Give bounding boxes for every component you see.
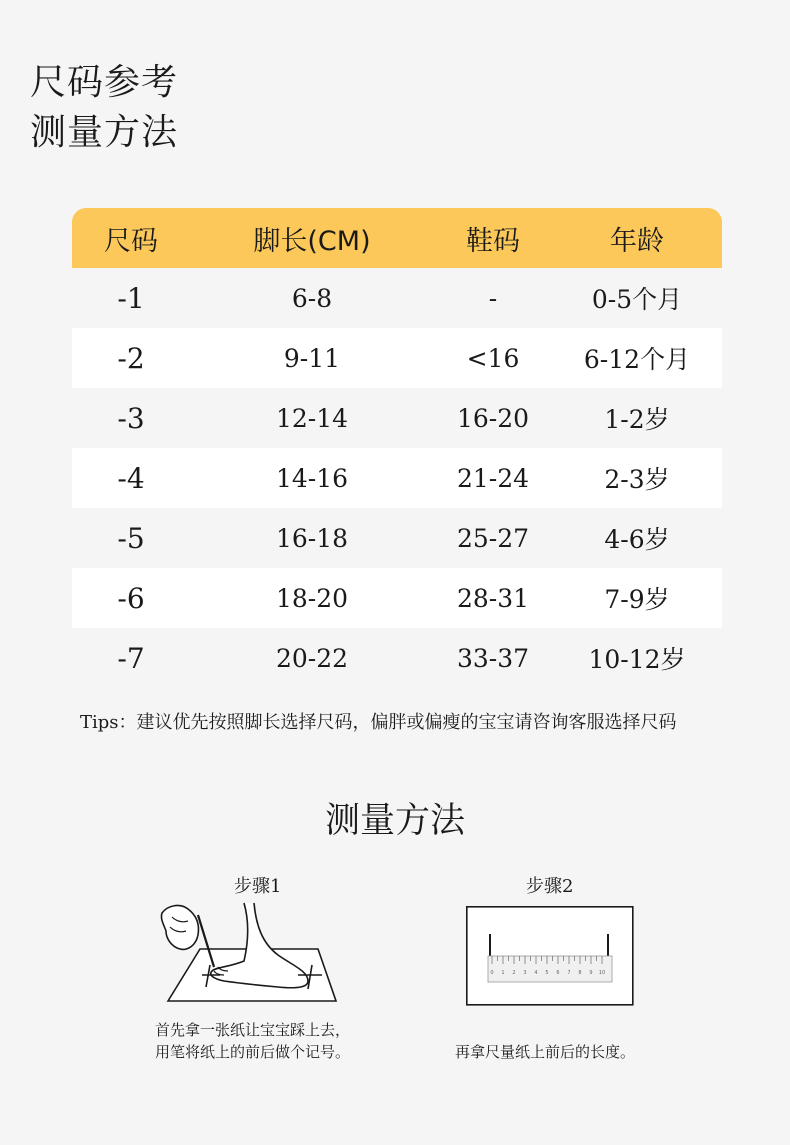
header-foot-length: 脚长(CM): [253, 225, 371, 257]
cell-size: -5: [117, 521, 145, 555]
table-row: [72, 268, 722, 328]
ruler-illustration-icon: [466, 906, 634, 1006]
tips-text: Tips：建议优先按照脚长选择尺码，偏胖或偏瘦的宝宝请咨询客服选择尺码: [80, 712, 677, 733]
step1-caption-line1: 首先拿一张纸让宝宝踩上去，: [155, 1021, 351, 1039]
table-row: [72, 448, 722, 508]
cell-foot-length: 20-22: [275, 643, 349, 673]
header-size: 尺码: [104, 225, 158, 257]
cell-foot-length: 6-8: [291, 283, 333, 313]
cell-size: -2: [117, 341, 145, 375]
step2-label: 步骤2: [526, 876, 574, 897]
page-header: [30, 58, 178, 158]
cell-foot-length: 12-14: [275, 403, 349, 433]
table-row: [72, 328, 722, 388]
svg-text:3: 3: [523, 970, 527, 976]
svg-text:10: 10: [598, 970, 606, 976]
cell-size: -3: [117, 401, 145, 435]
cell-shoe-size: -: [488, 283, 498, 313]
cell-foot-length: 9-11: [283, 343, 341, 373]
cell-shoe-size: <16: [466, 343, 520, 373]
page-title: 尺码参考: [30, 62, 179, 103]
foot-measure-illustration-icon: [158, 895, 348, 1007]
svg-text:0: 0: [490, 970, 494, 976]
step1-caption: [155, 1019, 350, 1063]
svg-text:8: 8: [578, 970, 582, 976]
header-age: 年龄: [610, 225, 664, 257]
cell-shoe-size: 33-37: [456, 643, 530, 673]
step1-label: 步骤1: [234, 876, 282, 897]
cell-age: 1-2岁: [604, 405, 670, 434]
cell-size: -4: [117, 461, 145, 495]
table-header: [72, 208, 722, 268]
table-row: [72, 508, 722, 568]
svg-text:1: 1: [501, 970, 505, 976]
cell-shoe-size: 25-27: [456, 523, 530, 553]
cell-age: 6-12个月: [583, 345, 691, 374]
svg-text:7: 7: [567, 970, 571, 976]
step2-caption: 再拿尺量纸上前后的长度。: [455, 1043, 636, 1061]
cell-shoe-size: 21-24: [456, 463, 530, 493]
header-shoe-size: 鞋码: [466, 225, 520, 257]
table-row: [72, 388, 722, 448]
step1-caption-line2: 用笔将纸上的前后做个记号。: [155, 1043, 351, 1061]
size-table: [72, 208, 722, 688]
cell-age: 2-3岁: [604, 465, 670, 494]
svg-text:5: 5: [545, 970, 549, 976]
cell-size: -6: [117, 581, 145, 615]
page-subtitle: 测量方法: [30, 112, 179, 153]
cell-age: 0-5个月: [591, 285, 683, 314]
cell-foot-length: 14-16: [275, 463, 349, 493]
svg-text:6: 6: [556, 970, 560, 976]
cell-age: 4-6岁: [604, 525, 670, 554]
cell-shoe-size: 28-31: [456, 583, 530, 613]
cell-size: -7: [117, 641, 145, 675]
cell-age: 10-12岁: [588, 645, 686, 674]
method-title: 测量方法: [324, 801, 465, 841]
cell-size: -1: [117, 281, 145, 315]
cell-foot-length: 16-18: [275, 523, 349, 553]
cell-shoe-size: 16-20: [456, 403, 530, 433]
table-row: [72, 568, 722, 628]
cell-age: 7-9岁: [604, 585, 670, 614]
cell-foot-length: 18-20: [275, 583, 349, 613]
svg-text:4: 4: [534, 970, 538, 976]
table-row: [72, 628, 722, 688]
svg-text:9: 9: [589, 970, 593, 976]
svg-text:2: 2: [512, 970, 516, 976]
